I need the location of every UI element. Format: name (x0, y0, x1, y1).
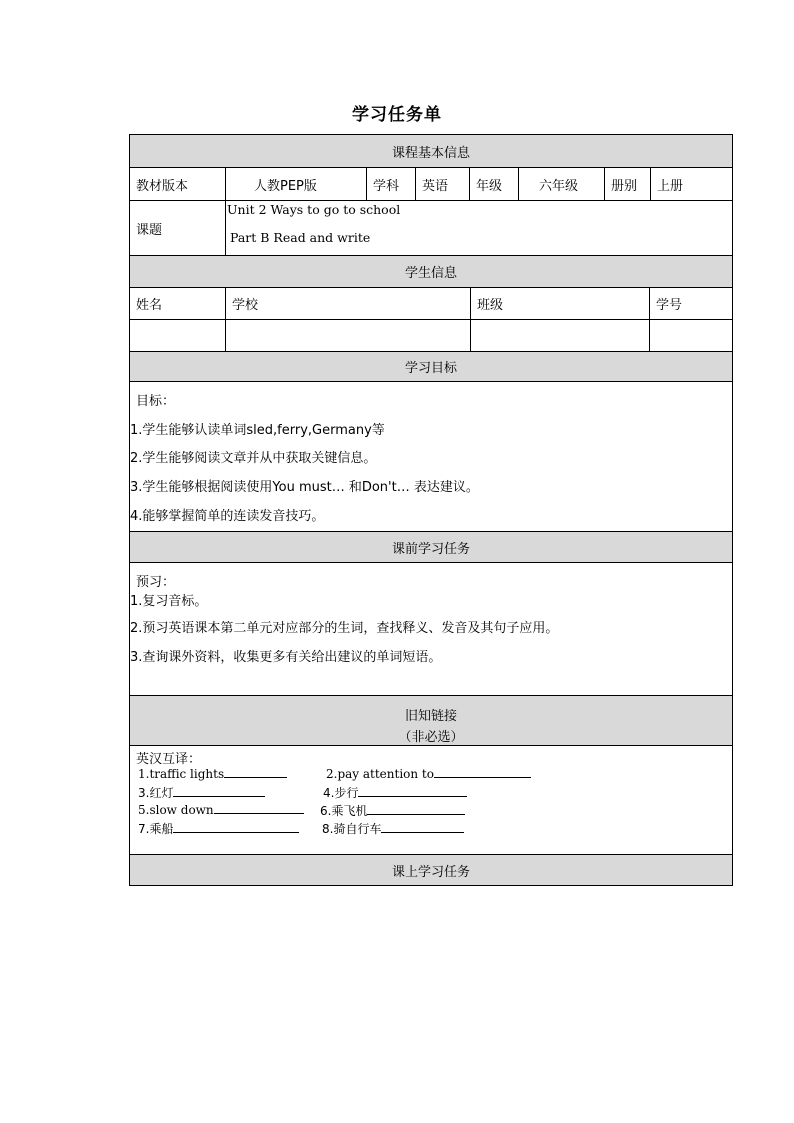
review-item-4 (323, 784, 467, 801)
answer-blank[interactable] (173, 821, 299, 833)
answer-blank[interactable] (358, 785, 467, 797)
answer-blank[interactable] (381, 821, 464, 833)
topic-part: Part B Read and write (230, 230, 371, 245)
section-note: （非必选） (398, 730, 464, 745)
review-item-7 (138, 820, 299, 837)
task-table (129, 134, 733, 886)
student-input-row (130, 320, 732, 352)
review-item-5 (138, 802, 304, 817)
class-label: 班级 (471, 288, 650, 319)
section-title: 课程基本信息 (391, 145, 470, 161)
page-title: 学习任务单 (352, 105, 442, 125)
topic-value (226, 201, 732, 255)
preclass-heading: 预习： (136, 575, 176, 590)
answer-blank[interactable] (214, 802, 304, 814)
section-header-preclass (130, 532, 732, 563)
topic-unit: Unit 2 Ways to go to school (227, 202, 401, 217)
section-title: 学生信息 (404, 266, 457, 281)
answer-blank[interactable] (367, 803, 465, 815)
section-title: 课上学习任务 (391, 864, 470, 880)
goal-item: 4.能够掌握简单的连读发音技巧。 (130, 509, 325, 524)
topic-label: 课题 (130, 201, 226, 255)
section-header-student-info (130, 256, 732, 288)
subject-value: 英语 (416, 168, 470, 200)
review-item-2 (326, 766, 531, 781)
school-field[interactable] (226, 320, 471, 351)
section-header-basic-info (130, 135, 732, 168)
goals-heading: 目标： (136, 394, 176, 409)
section-header-review (130, 696, 732, 746)
review-item-8 (322, 820, 464, 837)
preclass-item: 3.查询课外资料，收集更多有关给出建议的单词短语。 (130, 650, 442, 665)
volume-label: 册别 (605, 168, 651, 200)
answer-blank[interactable] (434, 766, 531, 778)
goal-item: 1.学生能够认读单词sled,ferry,Germany等 (130, 423, 385, 438)
review-item-text: 8.骑自行车 (322, 822, 382, 836)
goal-item: 2.学生能够阅读文章并从中获取关键信息。 (130, 451, 377, 466)
section-title: 旧知链接 (404, 709, 457, 724)
grade-label: 年级 (470, 168, 519, 200)
preclass-content (130, 563, 732, 696)
student-id-field[interactable] (650, 320, 732, 351)
grade-value: 六年级 (519, 168, 605, 200)
volume-value: 上册 (657, 178, 684, 194)
review-item-text: 4.步行 (323, 786, 359, 800)
section-header-inclass (130, 855, 732, 885)
review-item-text: 7.乘船 (138, 822, 174, 836)
answer-blank[interactable] (173, 785, 265, 797)
basic-info-row (130, 168, 732, 201)
goals-content (130, 382, 732, 532)
student-id-label: 学号 (656, 298, 683, 313)
review-item-text: 6.乘飞机 (320, 804, 368, 818)
section-header-goals (130, 352, 732, 382)
review-heading: 英汉互译： (136, 752, 202, 767)
preclass-item: 2.预习英语课本第二单元对应部分的生词，查找释义、发音及其句子应用。 (130, 621, 559, 636)
class-field[interactable] (471, 320, 650, 351)
goal-item: 3.学生能够根据阅读使用You must… 和Don't… 表达建议。 (130, 480, 479, 495)
topic-row (130, 201, 732, 256)
name-field[interactable] (130, 320, 226, 351)
textbook-value: 人教PEP版 (226, 168, 367, 200)
school-label: 学校 (226, 288, 471, 319)
subject-label: 学科 (367, 168, 416, 200)
section-title: 学习目标 (404, 361, 457, 376)
review-item-6 (320, 802, 465, 819)
review-item-3 (138, 784, 265, 801)
student-label-row (130, 288, 732, 320)
review-item-text: 5.slow down (138, 803, 214, 817)
textbook-label: 教材版本 (130, 168, 226, 200)
review-item-text: 2.pay attention to (326, 767, 434, 781)
review-item-1 (138, 766, 287, 781)
review-item-text: 3.红灯 (138, 786, 174, 800)
preclass-item: 1.复习音标。 (130, 594, 208, 609)
name-label: 姓名 (130, 288, 226, 319)
review-content (130, 746, 732, 855)
answer-blank[interactable] (224, 766, 287, 778)
review-item-text: 1.traffic lights (138, 767, 225, 781)
section-title: 课前学习任务 (391, 541, 470, 557)
